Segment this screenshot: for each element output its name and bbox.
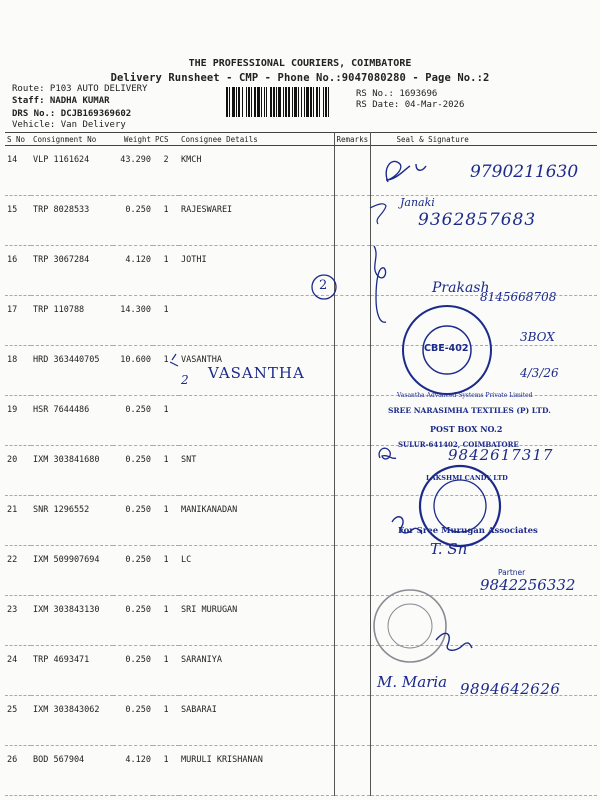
- row-consignment: BOD 567904: [31, 746, 113, 796]
- handwritten-signature: T. Sn: [430, 540, 468, 558]
- row-weight: 10.600: [113, 346, 153, 396]
- drs-value: DCJB169369602: [60, 109, 132, 119]
- company-title: THE PROFESSIONAL COURIERS, COIMBATORE: [188, 58, 412, 69]
- handwritten-name: Prakash: [432, 280, 490, 296]
- row-consignee: JOTHI: [179, 246, 334, 296]
- faded-stamp: [374, 590, 446, 662]
- handwritten-circled-number: 2: [319, 278, 328, 293]
- row-weight: 4.120: [113, 746, 153, 796]
- signature-scribble: [379, 448, 396, 459]
- row-consignment: IXM 509907694: [31, 546, 113, 596]
- textiles-stamp-line3: SULUR-641402, COIMBATORE: [398, 440, 519, 449]
- runsheet-subtitle: Delivery Runsheet - CMP - Phone No.:9047080280 - Page No.:2: [110, 72, 490, 84]
- row-weight: 0.250: [113, 196, 153, 246]
- row-consignment: SNR 1296552: [31, 496, 113, 546]
- row-consignee: VASANTHA: [179, 346, 334, 396]
- handwritten-name: M. Maria: [377, 673, 448, 691]
- col-seal: Seal & Signature: [370, 133, 597, 146]
- row-sno: 23: [5, 596, 31, 646]
- row-weight: 0.250: [113, 446, 153, 496]
- row-pcs: 1: [153, 196, 179, 246]
- col-consignment: Consignment No: [31, 133, 113, 146]
- col-sno: S No: [5, 133, 31, 146]
- drs-label: DRS No.:: [12, 109, 56, 119]
- handwritten-name: VASANTHA: [208, 364, 305, 382]
- row-pcs: 1: [153, 346, 179, 396]
- faded-stamp-inner: [388, 604, 432, 648]
- associates-stamp: For Sree Murugan Associates: [398, 526, 538, 536]
- row-weight: 43.290: [113, 146, 153, 196]
- row-sno: 18: [5, 346, 31, 396]
- lakshmi-stamp-ring: LAKSHMI CANDY LTD: [426, 474, 508, 482]
- row-consignee: RAJESWAREI: [179, 196, 334, 246]
- handwritten-mark: 2: [181, 373, 189, 387]
- handwritten-phone: 9362857683: [418, 210, 537, 230]
- check-mark: [170, 354, 178, 366]
- signature-scribble: [370, 204, 386, 224]
- row-consignment: IXM 303843130: [31, 596, 113, 646]
- row-consignee: SABARAI: [179, 696, 334, 746]
- col-remarks: Remarks: [334, 133, 370, 146]
- row-weight: 0.250: [113, 546, 153, 596]
- row-consignee: MURULI KRISHANAN: [179, 746, 334, 796]
- row-pcs: 1: [153, 296, 179, 346]
- row-sno: 21: [5, 496, 31, 546]
- row-consignment: IXM 303841680: [31, 446, 113, 496]
- row-weight: 4.120: [113, 246, 153, 296]
- cbe-stamp-ring: Vasantha Advanced Systems Private Limited: [397, 392, 533, 399]
- row-pcs: 1: [153, 596, 179, 646]
- handwritten-phone: 9842256332: [480, 576, 576, 594]
- row-pcs: 1: [153, 546, 179, 596]
- row-pcs: 1: [153, 646, 179, 696]
- row-weight: 0.250: [113, 396, 153, 446]
- row-pcs: 1: [153, 396, 179, 446]
- row-consignee: MANIKANADAN: [179, 496, 334, 546]
- row-weight: 14.300: [113, 296, 153, 346]
- row-sno: 17: [5, 296, 31, 346]
- handwritten-box-count: 3BOX: [520, 330, 555, 344]
- row-consignment: VLP 1161624: [31, 146, 113, 196]
- partner-label: Partner: [498, 568, 526, 577]
- col-weight: Weight: [113, 133, 153, 146]
- row-pcs: 1: [153, 246, 179, 296]
- row-weight: 0.250: [113, 596, 153, 646]
- row-sno: 15: [5, 196, 31, 246]
- row-sno: 14: [5, 146, 31, 196]
- handwritten-phone: 8145668708: [480, 290, 557, 304]
- row-pcs: 1: [153, 746, 179, 796]
- textiles-stamp-line2: POST BOX NO.2: [430, 424, 503, 434]
- row-consignment: TRP 3067284: [31, 246, 113, 296]
- row-sno: 24: [5, 646, 31, 696]
- row-consignment: TRP 8028533: [31, 196, 113, 246]
- row-sno: 22: [5, 546, 31, 596]
- row-pcs: 1: [153, 696, 179, 746]
- lakshmi-stamp-inner: [434, 480, 486, 532]
- row-pcs: 2: [153, 146, 179, 196]
- row-consignee: SARANIYA: [179, 646, 334, 696]
- handwritten-phone: 9842617317: [448, 446, 554, 464]
- handwritten-name: Janaki: [400, 196, 435, 209]
- row-consignment: TRP 4693471: [31, 646, 113, 696]
- row-consignment: TRP 110788: [31, 296, 113, 346]
- rs-date: RS Date: 04-Mar-2026: [356, 100, 465, 110]
- signature-scribble: [436, 633, 472, 650]
- row-consignee: SRI MURUGAN: [179, 596, 334, 646]
- staff-label: Staff: NADHA KUMAR: [12, 96, 110, 106]
- handwritten-phone: 9790211630: [470, 162, 579, 182]
- row-weight: 0.250: [113, 646, 153, 696]
- row-weight: 0.250: [113, 496, 153, 546]
- row-consignee: KMCH: [179, 146, 334, 196]
- row-sno: 20: [5, 446, 31, 496]
- row-sno: 16: [5, 246, 31, 296]
- signature-scribble: [374, 246, 386, 322]
- rs-number: RS No.: 1693696: [356, 89, 438, 99]
- col-pcs: PCS: [153, 133, 179, 146]
- handwritten-phone: 9894642626: [460, 680, 561, 698]
- cbe-stamp-code: CBE-402: [424, 343, 469, 354]
- row-consignee: SNT: [179, 446, 334, 496]
- row-sno: 19: [5, 396, 31, 446]
- row-pcs: 1: [153, 496, 179, 546]
- row-weight: 0.250: [113, 696, 153, 746]
- row-consignment: HSR 7644486: [31, 396, 113, 446]
- textiles-stamp-line1: SREE NARASIMHA TEXTILES (P) LTD.: [388, 406, 551, 415]
- row-pcs: 1: [153, 446, 179, 496]
- row-sno: 26: [5, 746, 31, 796]
- row-consignment: HRD 363440705: [31, 346, 113, 396]
- route-label: Route: P103 AUTO DELIVERY: [12, 84, 148, 94]
- row-consignment: IXM 303843062: [31, 696, 113, 746]
- handwritten-date: 4/3/26: [520, 366, 559, 380]
- row-consignee: LC: [179, 546, 334, 596]
- vehicle-label: Vehicle: Van Delivery: [12, 120, 126, 130]
- signature-scribble: [386, 161, 426, 182]
- row-sno: 25: [5, 696, 31, 746]
- col-consignee: Consignee Details: [179, 133, 334, 146]
